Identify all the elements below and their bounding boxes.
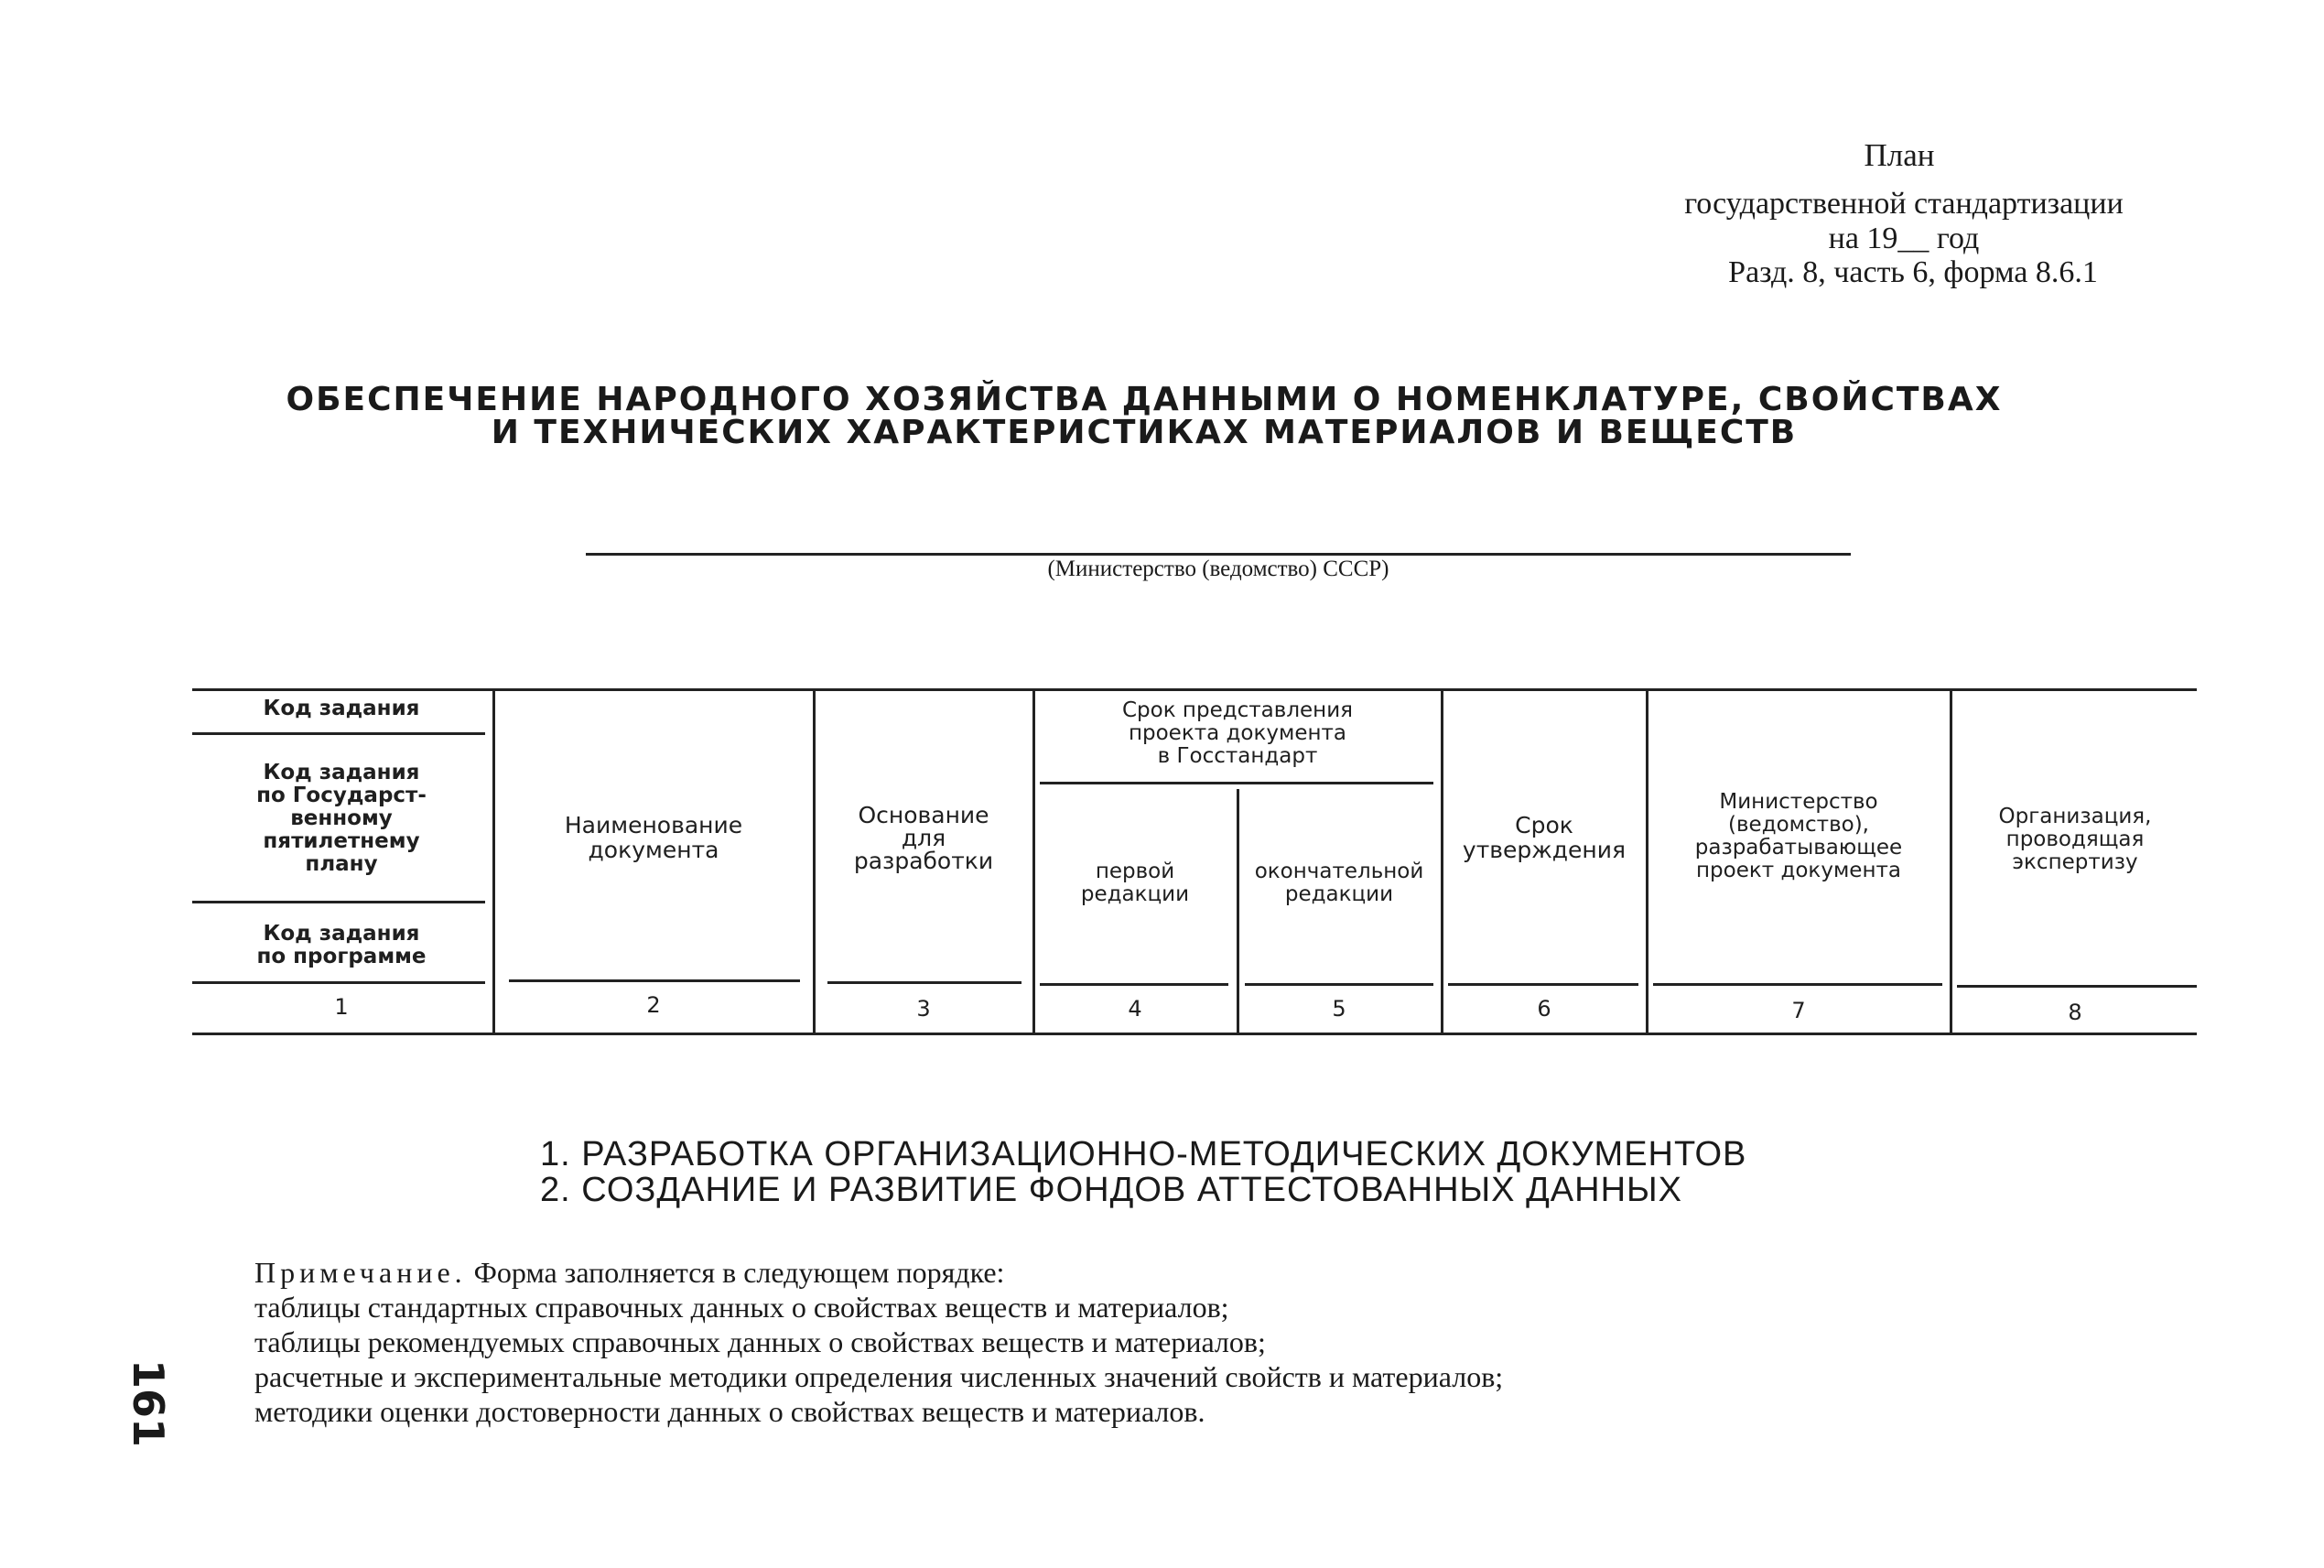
col-number-2: 2 xyxy=(646,992,661,1018)
table-bottom-border xyxy=(192,1033,2197,1035)
header-plan: План xyxy=(1864,137,1935,173)
document-title-line-2: И ТЕХНИЧЕСКИХ ХАРАКТЕРИСТИКАХ МАТЕРИАЛОВ И ВЕЩЕСТВ xyxy=(491,414,1798,451)
note-line-2: таблицы рекомендуемых справочных данных о свойствах веществ и материалов; xyxy=(254,1325,1266,1358)
col-number-1: 1 xyxy=(334,994,349,1020)
col-number-7: 7 xyxy=(1791,998,1806,1023)
section-heading-2: 2. СОЗДАНИЕ И РАЗВИТИЕ ФОНДОВ АТТЕСТОВАННЫХ ДАННЫХ xyxy=(540,1171,1683,1209)
note-line-4: методики оценки достоверности данных о свойствах веществ и материалов. xyxy=(254,1395,1205,1428)
header-line-2: на 19__ год xyxy=(1828,222,1980,255)
col-number-8: 8 xyxy=(2068,1000,2082,1025)
table-divider-7 xyxy=(1950,688,1952,1033)
col4-first-edition: первой редакции xyxy=(1080,860,1190,906)
note-label: Примечание. xyxy=(254,1256,467,1289)
col1-task-code: Код задания xyxy=(263,697,420,720)
col7-ministry: Министерство (ведомство), разрабатывающее проект документа xyxy=(1694,790,1903,882)
table-divider-1 xyxy=(492,688,495,1033)
document-title-line-1: ОБЕСПЕЧЕНИЕ НАРОДНОГО ХОЗЯЙСТВА ДАННЫМИ О НОМЕНКЛАТУРЕ, СВОЙСТВАХ xyxy=(286,381,2003,418)
note-intro: Форма заполняется в следующем порядке: xyxy=(473,1256,1005,1289)
number-row-line-8 xyxy=(1957,985,2197,988)
col1-sub-line-2 xyxy=(192,901,485,903)
col-number-4: 4 xyxy=(1128,996,1142,1022)
section-heading-1: 1. РАЗРАБОТКА ОРГАНИЗАЦИОННО-МЕТОДИЧЕСКИХ ДОКУМЕНТОВ xyxy=(540,1135,1747,1173)
col1-sub-line-1 xyxy=(192,732,485,735)
col5-final-edition: окончательной редакции xyxy=(1254,860,1424,906)
note-heading xyxy=(254,1256,2085,1289)
number-row-line-1 xyxy=(192,981,485,984)
table-divider-5 xyxy=(1441,688,1443,1033)
col8-expert-organization: Организация, проводящая экспертизу xyxy=(1998,805,2152,874)
page-number: 161 xyxy=(124,1359,173,1448)
table-divider-4 xyxy=(1237,789,1239,1033)
col1-program-code: Код задания по программе xyxy=(256,922,427,968)
table-divider-3 xyxy=(1032,688,1035,1033)
col2-document-name: Наименование документа xyxy=(564,812,743,863)
col-number-6: 6 xyxy=(1537,996,1551,1022)
ministry-caption: (Министерство (ведомство) СССР) xyxy=(1047,557,1389,581)
col-number-5: 5 xyxy=(1332,996,1346,1022)
header-line-1: государственной стандартизации xyxy=(1684,187,2124,221)
table-divider-2 xyxy=(813,688,816,1033)
number-row-line-5 xyxy=(1245,983,1433,986)
ministry-fill-line xyxy=(586,553,1851,556)
number-row-line-6 xyxy=(1448,983,1638,986)
number-row-line-4 xyxy=(1040,983,1228,986)
col3-basis: Основание для разработки xyxy=(853,802,994,874)
number-row-line-3 xyxy=(827,981,1021,984)
group-header-line xyxy=(1040,782,1433,784)
col-number-3: 3 xyxy=(916,996,931,1022)
col45-submission-deadline: Срок представления проекта документа в Госстандарт xyxy=(1122,698,1353,768)
col6-approval-deadline: Срок утверждения xyxy=(1462,812,1627,863)
table-divider-6 xyxy=(1646,688,1648,1033)
number-row-line-7 xyxy=(1653,983,1942,986)
note-line-1: таблицы стандартных справочных данных о свойствах веществ и материалов; xyxy=(254,1291,1229,1324)
note-line-3: расчетные и экспериментальные методики определения численных значений свойств и материалов; xyxy=(254,1360,1504,1393)
number-row-line-2 xyxy=(509,979,800,982)
col1-five-year-plan-code: Код задания по Государст- венному пятилетнему плану xyxy=(256,761,427,876)
header-line-3: Разд. 8, часть 6, форма 8.6.1 xyxy=(1728,255,2098,289)
